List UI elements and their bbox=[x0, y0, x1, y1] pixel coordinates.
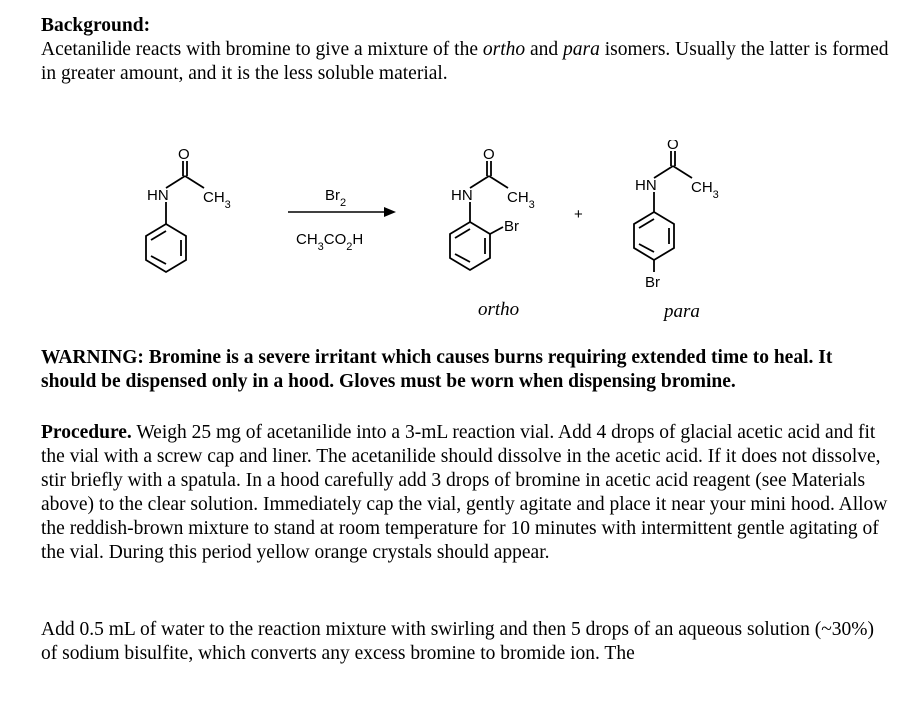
ortho-hn-label: HN bbox=[451, 187, 473, 204]
background-paragraph bbox=[41, 38, 891, 86]
second-paragraph: Add 0.5 mL of water to the reaction mixture with swirling and then 5 drops of an aqueous solution (~30%) of sodium bisulfite, which converts any excess bromine to bromide ion. The bbox=[41, 619, 874, 664]
para-bromine-label: Br bbox=[645, 274, 660, 291]
ortho-bromine-label: Br bbox=[504, 218, 519, 235]
para-product-structure bbox=[634, 151, 692, 272]
background-text-1: Acetanilide reacts with bromine to give a mixture of the bbox=[41, 39, 483, 60]
warning-paragraph: WARNING: Bromine is a severe irritant which causes burns requiring extended time to heal. It should be dispensed only in a hood. Gloves must be worn when dispensing bromine. bbox=[41, 347, 833, 392]
ortho-label: ortho bbox=[478, 299, 520, 320]
procedure-lead: Procedure. bbox=[41, 422, 132, 443]
procedure-text: Weigh 25 mg of acetanilide into a 3-mL reaction vial. Add 4 drops of glacial acetic acid and fit the vial with a screw cap and liner. The acetanilide should dissolve in the acetic acid. If it does not dissolve, stir briefly with a spatula. In a hood carefully add 3 drops of bromine in acetic acid reagent (see Materials above) to the clear solution. Immediately cap the vial, gently agitate and place it near your mini hood. Allow the reddish-brown mixture to stand at room temperature for 10 minutes with intermittent gentle agitating of the vial. During this period yellow orange crystals should appear. bbox=[41, 422, 888, 563]
ortho-oxygen-label: O bbox=[483, 146, 495, 163]
para-ch3-label: $CH_3$ bbox=[691, 179, 719, 201]
background-text-2: and bbox=[525, 39, 564, 60]
para-label: para bbox=[664, 301, 700, 322]
reactant-hn-label: HN bbox=[147, 187, 169, 204]
reactant-oxygen-label: O bbox=[178, 146, 190, 163]
ortho-word: ortho bbox=[482, 39, 526, 60]
reagent-bromine: $Br_2$ bbox=[325, 187, 347, 209]
background-text-3: isomers. Usually the latter is formed in greater amount, and it is the less soluble material. bbox=[41, 39, 889, 84]
ortho-ch3-label: $CH_3$ bbox=[507, 189, 535, 211]
para-hn-label: HN bbox=[635, 177, 657, 194]
plus-sign: + bbox=[574, 206, 583, 223]
procedure-paragraph bbox=[41, 421, 891, 565]
background-heading: Background: bbox=[41, 15, 151, 36]
acetanilide-structure bbox=[146, 161, 204, 272]
reactant-ch3-label: $CH_3$ bbox=[203, 189, 231, 211]
para-oxygen-label: O bbox=[667, 140, 679, 153]
solvent-acetic-acid: $CH_3CO_2H$ bbox=[296, 231, 364, 253]
para-word: para bbox=[563, 39, 600, 60]
ortho-product-structure bbox=[450, 161, 508, 270]
reaction-scheme bbox=[0, 140, 922, 330]
